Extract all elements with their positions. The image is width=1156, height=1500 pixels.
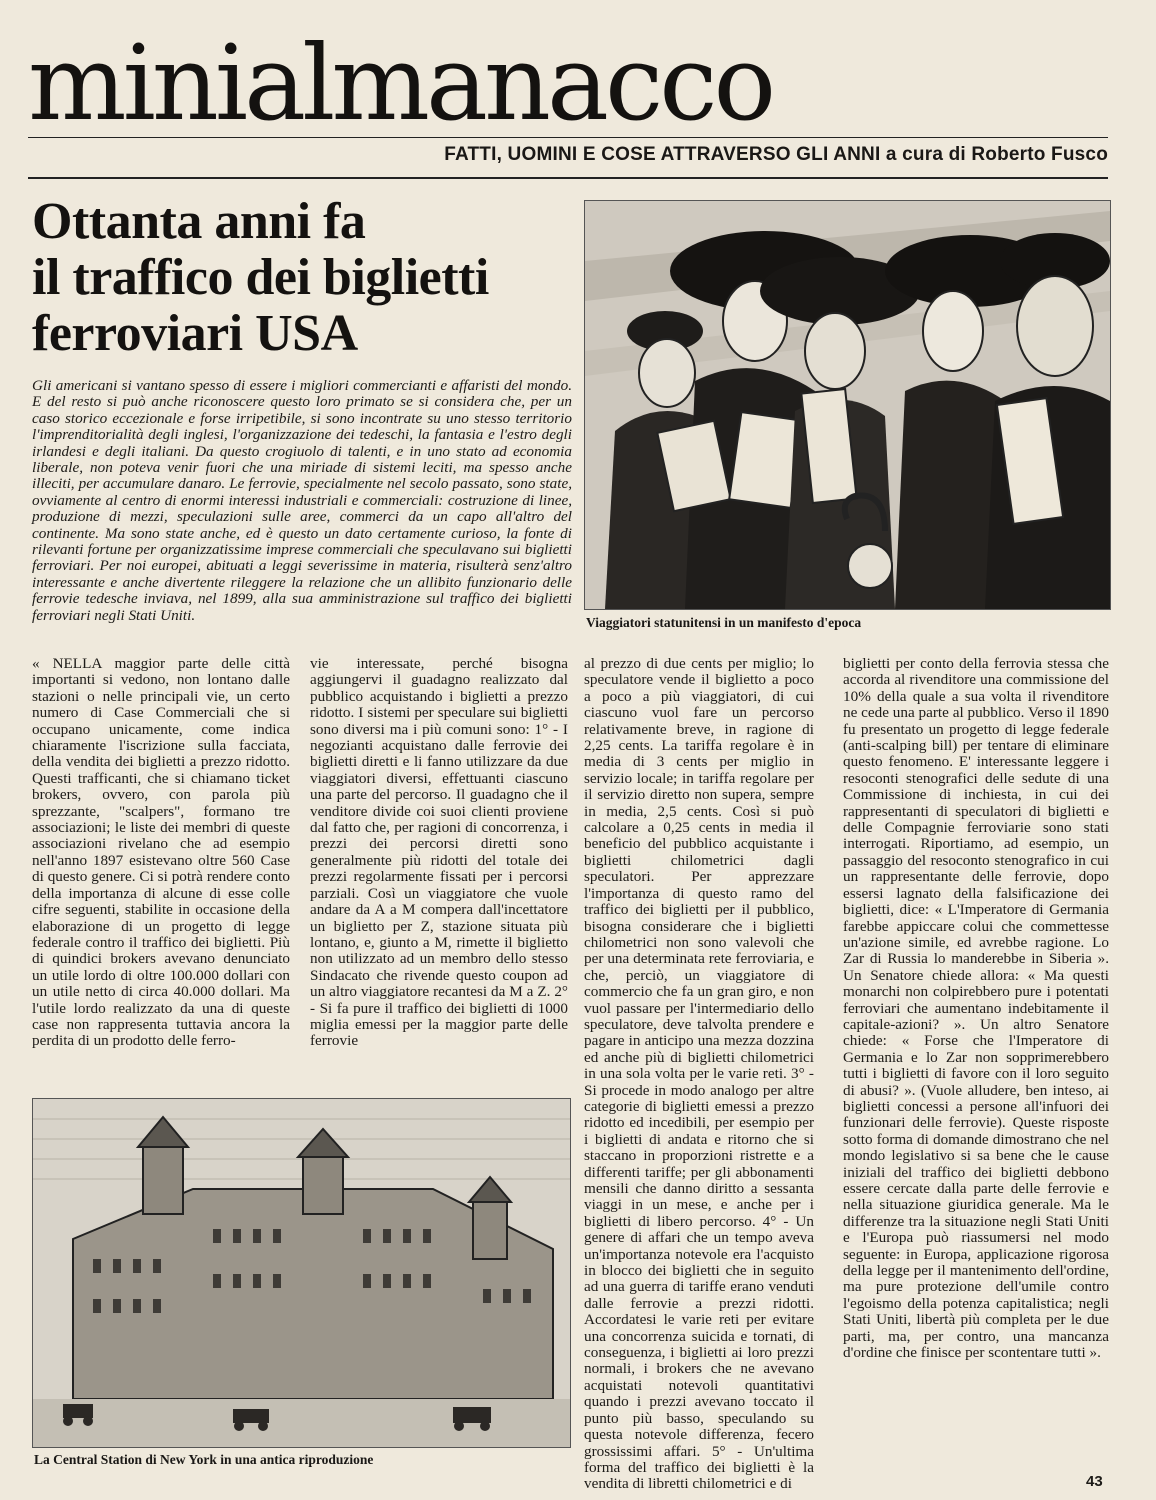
station-caption: La Central Station di New York in una antica riproduzione bbox=[34, 1452, 374, 1467]
article-headline bbox=[32, 194, 572, 362]
station-drawing bbox=[33, 1099, 570, 1447]
poster-drawing bbox=[585, 201, 1110, 609]
article-column bbox=[32, 656, 290, 1050]
section-subtitle: FATTI, UOMINI E COSE ATTRAVERSO GLI ANNI a cura di Roberto Fusco bbox=[444, 144, 1108, 165]
article-column bbox=[843, 656, 1109, 1361]
column-text: biglietti per conto della ferrovia stessa che accorda al rivenditore una commissione del 10% della quale a sua volta il rivenditore ne cede una parte al pubblico. Verso il 1890 fu presentato un progetto di legge federale (anti-scalping bill) per tentare di eliminare questo fenomeno. E' interessante leggere i resoconti stenografici delle sedute di una Commissione di inchiesta, in cui dei rappresentanti di speculatori di biglietti e delle Compagnie ferroviarie sono stati interrogati. Riportiamo, ad esempio, un passaggio del resoconto stenografico in cui un rappresentante delle ferrovie, dopo essersi lagnato della falsificazione dei biglietti, dice: « L'Imperatore di Germania farebbe appiccare colui che commettesse un'azione simile, ed avrebbe ragione. Lo Zar di Russia lo manderebbe in Siberia ». Un Senatore chiede allora: « Ma questi monarchi non colpirebbero pure i potentati ferroviari che aumentano indebitamente il capitale-azioni? ». Un altro Senatore chiede: « Forse che l'Imperatore di Germania e lo Zar non sopprimerebbero tutti i biglietti di favore con il loro seguito di abusi? ». (Vuole alludere, ben inteso, ai biglietti concessi a persone all'infuori dei funzionari delle ferrovie). Queste risposte sotto forma di domande dimostrano che nel mondo legislativo si sa bene che le cause iniziali del traffico dei biglietti debbono essere cercate dalla parte delle ferrovie e nella situazione giuridica generale. Ma le differenze tra la situazione negli Stati Uniti e l'Europa può riassumersi nel modo seguente: in Europa, applicazione rigorosa della legge per il mantenimento dell'ordine, ma pure protezione dell'umile contro l'egoismo della potenza capitalistica; negli Stati Uniti, libertà più completa per le due parti, ma, per contro, una mancanza d'ordine che finisce per scontentare tutti ». bbox=[843, 655, 1109, 1362]
headline-line: Ottanta anni fa bbox=[32, 193, 366, 250]
article-intro: Gli americani si vantano spesso di essere i migliori commercianti e affaristi del mondo. E del resto si può anche riconoscere questo loro primato se si considera che, per un caso storico eccezionale e forse irripetibile, si sono incontrate su uno stesso territorio l'imprenditorialità degli inglesi, l'organizzazione dei tedeschi, la fantasia e l'estro degli irlandesi e degli italiani. Da questo crogiuolo di talenti, e in uno stato ad economia liberale, non poteva venir fuori che una miriade di sistemi leciti, ma spesso anche illeciti, per accumulare danaro. Le ferrovie, specialmente nel secolo passato, sono state, ovviamente al centro di enormi interessi industriali e commerciali: costruzione di linee, produzione di mezzi, speculazioni sulle aree, commerci da un capo all'altro del continente. Ma sono state anche, ed è questo un dato certamente curioso, la fonte di rilevanti fortune per organizzatissime imprese commerciali che speculavano sui biglietti ferroviari. Per noi europei, abituati a leggi severissime in materia, risulterà senz'altro interessante e anche divertente rileggere la relazione che un allibito funzionario delle ferrovie tedesche inviava, nel 1899, alla sua amministrazione sul traffico dei biglietti ferroviari negli Stati Uniti. bbox=[32, 377, 572, 624]
page-number: 43 bbox=[1086, 1473, 1103, 1490]
article-column bbox=[584, 656, 814, 1493]
headline-line: ferroviari USA bbox=[32, 305, 358, 362]
headline-line: il traffico dei biglietti bbox=[32, 249, 489, 306]
masthead-title: minialmanacco bbox=[28, 22, 773, 144]
poster-caption: Viaggiatori statunitensi in un manifesto d'epoca bbox=[586, 615, 862, 630]
masthead-rule bbox=[28, 137, 1108, 138]
poster-illustration bbox=[584, 200, 1111, 610]
column-text: « NELLA maggior parte delle città importanti si vedono, non lontano dalle stazioni o nelle principali vie, un certo numero di Case Commerciali che si occupano unicamente, come indica chiaramente l'iscrizione sulla facciata, della vendita dei biglietti a prezzo ridotto. Questi trafficanti, che si chiamano ticket brokers, ovvero, con parola più sprezzante, "scalpers", formano tre associazioni; le liste dei membri di queste associazioni rivelano che ad esempio nell'anno 1897 esistevano oltre 560 Case di questo genere. Ci si potrà rendere conto della importanza di alcune di esse colle cifre seguenti, stabilite in occasione della elaborazione di un progetto di legge federale contro il traffico dei biglietti. Più di quindici brokers avevano denunciato un utile lordo di oltre 100.000 dollari con un utile netto di circa 40.000 dollari. Ma l'utile lordo realizzato da una di queste case non rappresenta tuttavia ancora la perdita di un prodotto delle ferro- bbox=[32, 655, 290, 1050]
subtitle-rule bbox=[28, 177, 1108, 179]
column-text: al prezzo di due cents per miglio; lo speculatore vende il biglietto a poco a poco a più viaggiatori, di cui ciascuno vuol fare un percorso relativamente breve, in ragione di 2,25 cents. La tariffa regolare è in media di 3 cents per miglio in servizio locale; in tariffa regolare per il servizio diretto non supera, sempre in media, 2,5 cents. Così si può calcolare a 0,25 cents in media il beneficio del pubblico acquistante i biglietti chilometrici dagli speculatori. Per apprezzare l'importanza di questo ramo del traffico dei biglietti per il pubblico, bisogna considerare che i biglietti chilometrici non sono valevoli che per una determinata rete ferroviaria, e che, perciò, un viaggiatore di commercio che fa un gran giro, e non vuol passare per l'intermediario dello speculatore, deve talvolta prendere e pagare in anticipo una mezza dozzina ed anche più di biglietti chilometrici in una sola volta per le varie reti. 3° - Si procede in modo analogo per altre categorie di biglietti emessi a prezzo ridotto ed incedibili, per esempio per i biglietti di andata e ritorno che si staccano in proporzioni ristrette e a differenti tariffe; per gli abbonamenti mensili che danno diritto a sessanta viaggi in un mese, e anche per i biglietti di libero percorso. 4° - Un genere di affari che un tempo aveva un'importanza notevole era l'acquisto in blocco dei biglietti che in seguito ad una guerra di tariffe erano venduti dalle ferrovie a prezzi ridotti. Accordatesi le varie reti per evitare una concorrenza suicida e tornati, di conseguenza, i biglietti ai loro prezzi normali, i brokers che ne avevano acquistati notevoli quantitativi quando i prezzi avevano toccato il punto più basso, speculando su questa notevole differenza, fecero grossissimi affari. 5° - Un'ultima forma del traffico dei biglietti è la vendita di libretti chilometrici e di bbox=[584, 655, 814, 1493]
column-text: vie interessate, perché bisogna aggiungervi il guadagno realizzato dal pubblico acquistando i biglietti a prezzo ridotto. I sistemi per speculare sui biglietti sono diversi ma i più comuni sono: 1° - I negozianti acquistano dalle ferrovie dei biglietti diretti e li fanno utilizzare da due viaggiatori diversi, effettuanti ciascuno una parte del percorso. Il guadagno che il venditore divide coi suoi clienti proviene dal fatto che, per ragioni di concorrenza, i prezzi dei percorsi diretti sono generalmente più ridotti del totale dei prezzi regolarmente fissati per i percorsi parziali. Così un viaggiatore che vuole andare da A a M compera dall'incettatore un biglietto per Z, stazione situata più lontano, e, giunto a M, rimette il biglietto non utilizzato ad un membro dello stesso Sindacato che rivende questo coupon ad un altro viaggiatore recantesi da M a Z. 2° - Si fa pure il traffico dei biglietti di 1000 miglia emessi per la maggior parte delle ferrovie bbox=[310, 655, 568, 1050]
station-illustration bbox=[32, 1098, 571, 1448]
article-column bbox=[310, 656, 568, 1050]
